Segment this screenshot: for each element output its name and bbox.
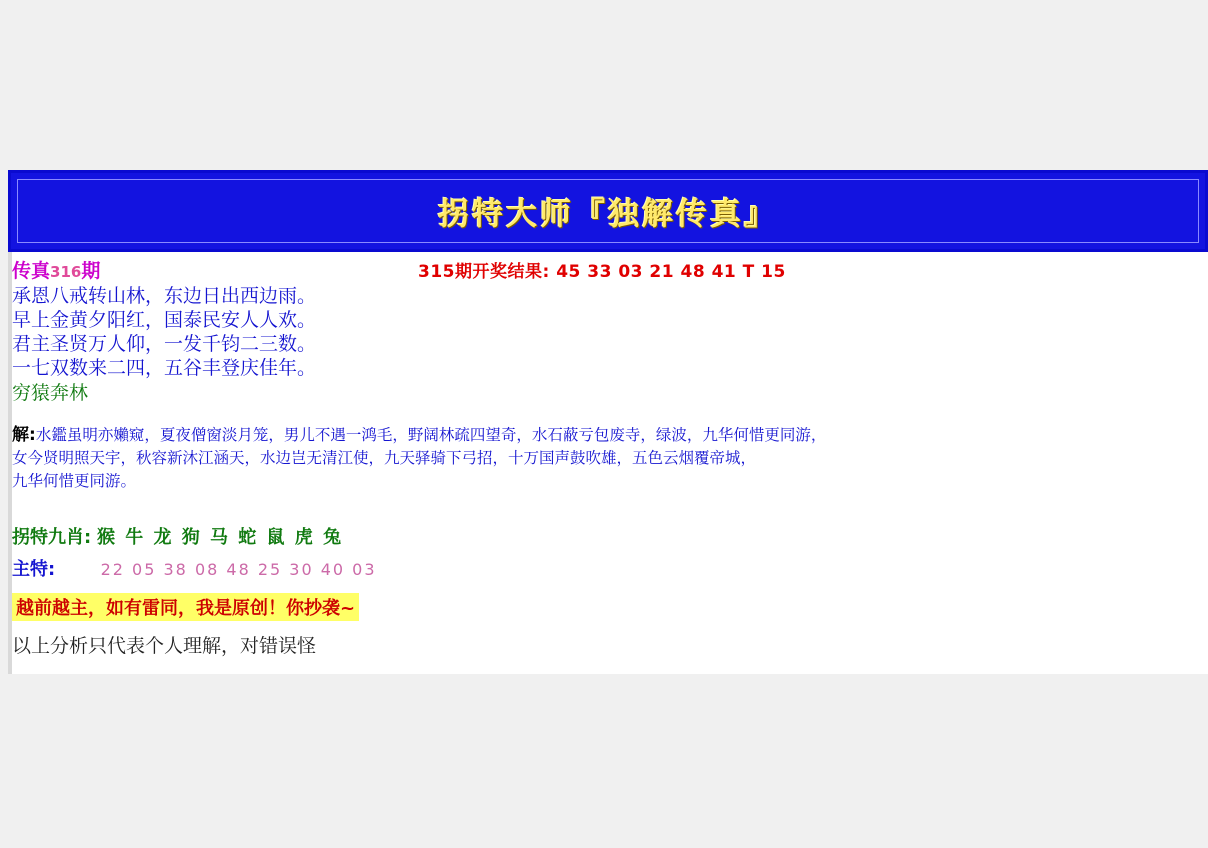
content-card (8, 170, 1208, 674)
period-suffix: 期 (81, 260, 101, 282)
header-row (8, 256, 1208, 282)
period-number: 316 (50, 263, 82, 281)
footnote: 以上分析只代表个人理解，对错误怪 (12, 635, 317, 657)
left-edge-strip (8, 252, 12, 674)
period-prefix: 传真 (12, 260, 51, 282)
period-label (12, 256, 100, 283)
main-numbers-row (12, 555, 1208, 581)
copyright-warning: 越前越主，如有雷同，我是原创！你抄袭~ (12, 593, 359, 621)
main-numbers: 22 05 38 08 48 25 30 40 03 (100, 560, 377, 579)
explanation-line-first (12, 424, 1208, 447)
zodiac-label: 拐特九肖: (12, 527, 92, 548)
poem-line: 早上金黄夕阳红，国泰民安人人欢。 (12, 309, 317, 331)
explanation-label: 解: (12, 425, 36, 445)
draw-result: 315期开奖结果: 45 33 03 21 48 41 T 15 (418, 262, 786, 282)
explanation-line: 女今贤明照天宇，秋容新沐江涵天，水边岂无清江使，九天驿骑下弓招，十万国声鼓吹雄，五色云烟覆帝城， (12, 449, 757, 467)
banner (8, 170, 1208, 252)
explanation-block (12, 424, 1208, 493)
main-label: 主特: (12, 559, 56, 580)
poem-tail: 穷猿奔林 (12, 382, 89, 404)
poem-block (12, 284, 1208, 380)
poem-line: 君主圣贤万人仰，一发千钧二三数。 (12, 333, 317, 355)
zodiac-animals: 猴 牛 龙 狗 马 蛇 鼠 虎 兔 (96, 527, 344, 548)
poem-line: 承恩八戒转山林，东边日出西边雨。 (12, 285, 317, 307)
zodiac-row (12, 523, 1208, 549)
explanation-line: 九华何惜更同游。 (12, 472, 137, 490)
body-area (8, 252, 1208, 674)
poem-line: 一七双数来二四，五谷丰登庆佳年。 (12, 357, 317, 379)
explanation-text: 水鑑虽明亦嬾窥，夏夜僧窗淡月笼，男儿不遇一鸿毛，野阔林疏四望奇，水石蔽亏包废寺，绿波，九华何惜更同游， (35, 426, 827, 444)
banner-title: 拐特大师『独解传真』 (438, 196, 778, 233)
